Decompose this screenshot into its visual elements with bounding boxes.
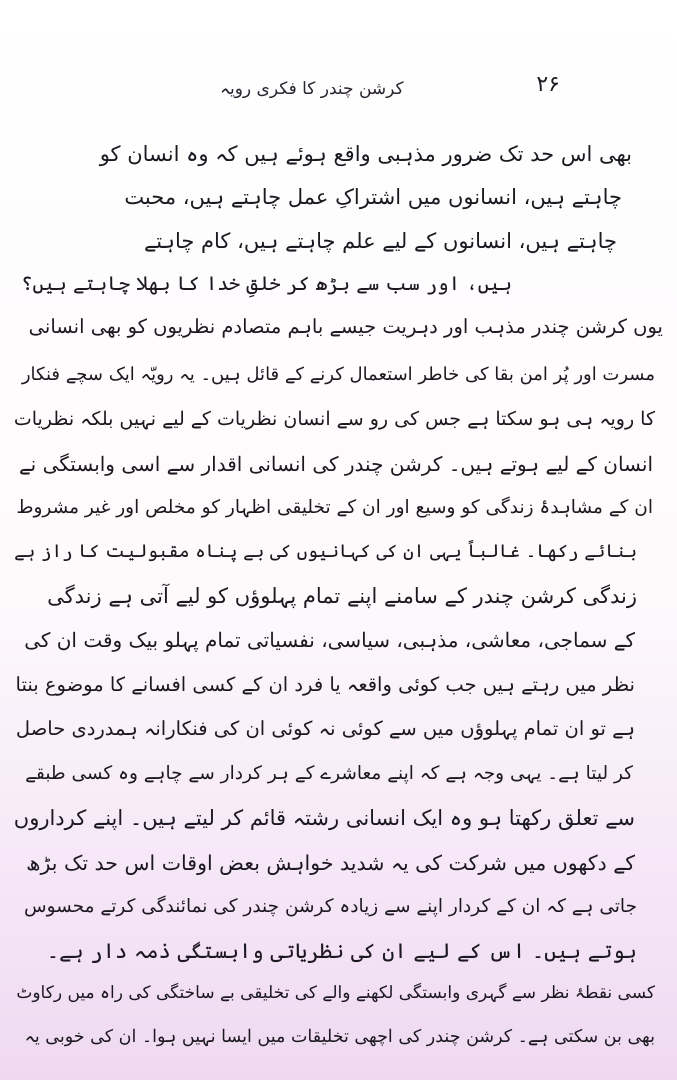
quote-line: چاہتے ہیں، انسانوں کے لیے علم چاہتے ہیں، کام چاہتے (144, 229, 617, 253)
body-line: کا رویہ ہی ہو سکتا ہے جس کی رو سے انسان نظریات کے لیے نہیں بلکہ نظریات (13, 408, 655, 430)
body-line: سے تعلق رکھتا ہو وہ ایک انسانی رشتہ قائم کر لیتے ہیں۔ اپنے کرداروں (13, 806, 635, 830)
body-line: بھی بن سکتی ہے۔ کرشن چندر کی اچھی تخلیقات میں ایسا نہیں ہوا۔ ان کی خوبی یہ (24, 1027, 655, 1047)
body-line: جاتی ہے کہ ان کے کردار اپنے سے زیادہ کرشن چندر کی نمائندگی کرتے محسوس (24, 896, 637, 917)
body-line: کے سماجی، معاشی، مذہبی، سیاسی، نفسیاتی تمام پہلو بیک وقت ان کی (24, 628, 635, 652)
body-line: مسرت اور پُر امن بقا کی خاطر استعمال کرنے کے قائل ہیں۔ یہ رویّہ ایک سچے فنکار (21, 364, 655, 385)
quote-line: ہیں، اور سب سے بڑھ کر خلقِ خدا کا بھلا چاہتے ہیں؟ (21, 272, 512, 295)
quote-line: بھی اس حد تک ضرور مذہبی واقع ہوئے ہیں کہ وہ انسان کو (99, 142, 632, 166)
body-line: کر لیتا ہے۔ یہی وجہ ہے کہ اپنے معاشرے کے ہر کردار سے چاہے وہ کسی طبقے (25, 763, 633, 784)
body-line: ہے تو ان تمام پہلوؤں میں سے کوئی نہ کوئی ان کی فنکارانہ ہمدردی حاصل (15, 717, 635, 740)
body-line: نظر میں رہتے ہیں جب کوئی واقعہ یا فرد ان کے کسی افسانے کا موضوع بنتا (15, 673, 635, 696)
body-line: کسی نقطۂ نظر سے گہری وابستگی لکھنے والے کی تخلیقی بے ساختگی کی راہ میں رکاوٹ (16, 983, 655, 1003)
body-line: زندگی کرشن چندر کے سامنے اپنے تمام پہلوؤں کو لیے آتی ہے زندگی (47, 584, 637, 608)
page-number: ۲۶ (536, 72, 560, 97)
body-line: ان کے مشاہدۂ زندگی کو وسیع اور ان کے تخلیقی اظہار کو مخلص اور غیر مشروط (16, 497, 653, 518)
body-line: بنائے رکھا۔ غالباً یہی ان کی کہانیوں کی بے پناہ مقبولیت کا راز ہے (14, 541, 637, 562)
running-title: کرشن چندر کا فکری رویہ (220, 79, 404, 99)
body-line: کے دکھوں میں شرکت کی یہ شدید خواہش بعض اوقات اس حد تک بڑھ (26, 851, 635, 875)
page-header (150, 72, 570, 112)
body-line: انسان کے لیے ہوتے ہیں۔ کرشن چندر کی انسانی اقدار سے اسی وابستگی نے (18, 452, 653, 476)
body-line: یوں کرشن چندر مذہب اور دہریت جیسے باہم متصادم نظریوں کو بھی انسانی (28, 315, 663, 338)
body-line: ہوتے ہیں۔ اس کے لیے ان کی نظریاتی وابستگی ذمہ دار ہے۔ (46, 939, 637, 963)
quote-line: چاہتے ہیں، انسانوں میں اشتراکِ عمل چاہتے ہیں، محبت (124, 185, 622, 209)
